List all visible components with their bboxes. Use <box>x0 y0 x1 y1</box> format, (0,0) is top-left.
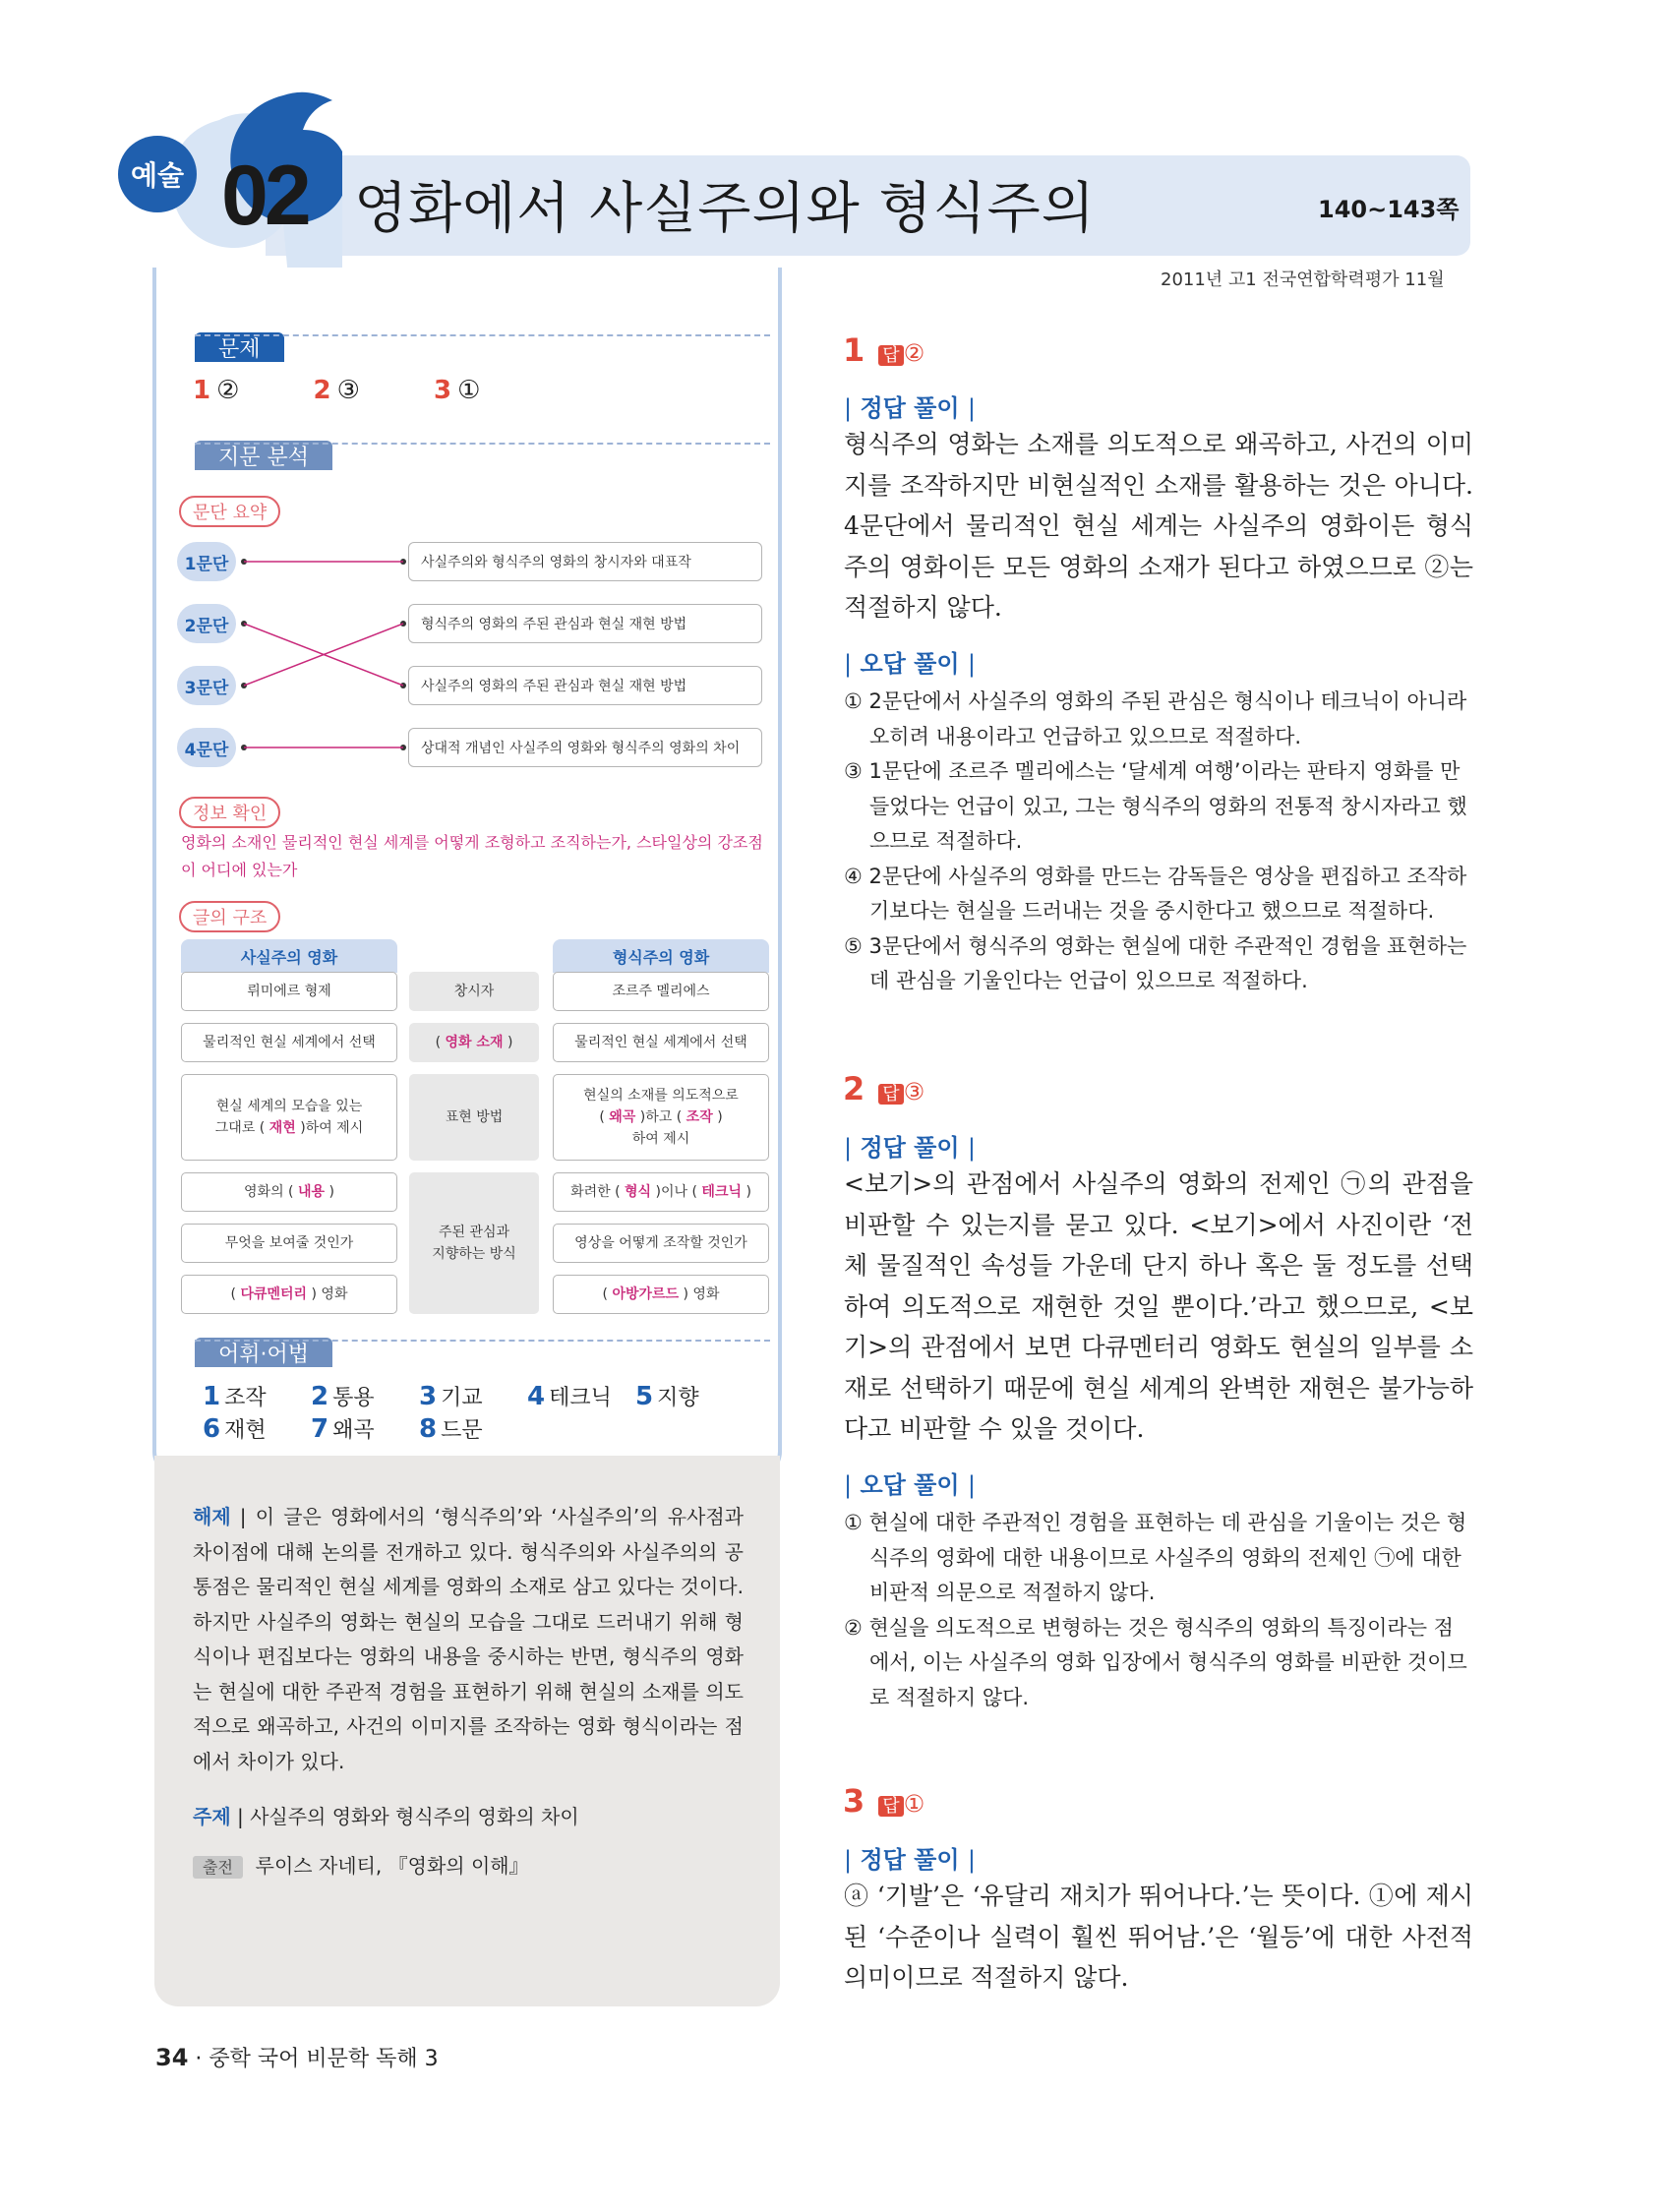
q3-correct-text: ⓐ ‘기발’은 ‘유달리 재치가 뛰어나다.’는 뜻이다. ①에 제시된 ‘수준이나 실력이 훨씬 뛰어남.’은 ‘월등’에 대한 사전적 의미이므로 적절하지 않다. <box>844 1882 1473 1992</box>
q2-heading: 2 답 ③ <box>843 1070 925 1107</box>
formalism-header: 형식주의 영화 <box>553 939 769 973</box>
realism-founder: 뤼미에르 형제 <box>181 972 397 1011</box>
exam-source: 2011년 고1 전국연합학력평가 11월 <box>1161 269 1445 290</box>
list-item: ① 2문단에서 사실주의 영화의 주된 관심은 형식이나 테크닉이 아니라 오히려 내용이라고 언급하고 있으므로 적절하다. <box>844 689 1467 748</box>
realism-question: 무엇을 보여줄 것인가 <box>181 1224 397 1263</box>
q1-correct-heading: | 정답 풀이 | <box>844 394 976 422</box>
formalism-question: 영상을 어떻게 조작할 것인가 <box>553 1224 769 1263</box>
list-item: ③ 1문단에 조르주 멜리에스는 ‘달세계 여행’이라는 판타지 영화를 만들었다는 언급이 있고, 그는 형식주의 영화의 전통적 창시자라고 했으므로 적절하다. <box>844 759 1467 853</box>
realism-genre: ( 다큐멘터리 ) 영화 <box>181 1275 397 1314</box>
list-item: ① 현실에 대한 주관적인 경험을 표현하는 데 관심을 기울이는 것은 형식주의 영화에 대한 내용이므로 사실주의 영화의 전제인 ㉠에 대한 비판적 의문으로 적절하지 않다. <box>844 1511 1467 1604</box>
chuljeon-line: 출전 루이스 자네티, 『영화의 이해』 <box>193 1849 744 1885</box>
pill-summary: 문단 요약 <box>179 496 280 527</box>
list-item: ⑤ 3문단에서 형식주의 영화는 현실에 대한 주관적인 경험을 표현하는 데 관심을 기울인다는 언급이 있으므로 적절하다. <box>844 933 1467 992</box>
vocab-item: 4 테크닉 <box>527 1382 612 1411</box>
pill-structure: 글의 구조 <box>179 901 280 932</box>
list-item: ② 현실을 의도적으로 변형하는 것은 형식주의 영화의 특징이라는 점에서, 이는 사실주의 영화 입장에서 형식주의 영화를 비판한 것이므로 적절하지 않다. <box>844 1615 1467 1709</box>
page-title: 영화에서 사실주의와 형식주의 <box>354 177 1096 241</box>
q1-heading: 1 답 ② <box>843 331 925 369</box>
juje-line: 주제 | 사실주의 영화와 형식주의 영화의 차이 <box>193 1805 579 1828</box>
q2-correct-text: <보기>의 관점에서 사실주의 영화의 전제인 ㉠의 관점을 비판할 수 있는지를 묻고 있다. <보기>에서 사진이란 ‘전체 물질적인 속성들 가운데 단지 하나 혹은 둘 정도를 선택하여 의도적으로 재현한 것일 뿐이다.’라고 했으므로, <보기>의 관점에서 보면 다큐멘터리 영화도 현실의 일부를 소재로 선택하기 때문에 현실 세계의 완벽한 재현은 불가능하다고 비판할 수 있을 것이다. <box>844 1169 1473 1443</box>
formalism-method: 현실의 소재를 의도적으로 ( 왜곡 )하고 ( 조작 ) 하여 제시 <box>553 1074 769 1161</box>
list-item: ④ 2문단에 사실주의 영화를 만드는 감독들은 영상을 편집하고 조작하기보다는 현실을 드러내는 것을 중시한다고 했으므로 적절하다. <box>844 864 1467 923</box>
pill-info: 정보 확인 <box>179 797 280 828</box>
divider <box>195 443 770 445</box>
vocab-list <box>203 1381 753 1444</box>
row-focus-label: 주된 관심과 지향하는 방식 <box>409 1172 539 1314</box>
vocab-item: 6 재현 <box>203 1414 267 1444</box>
q1-wrong-list <box>844 685 1473 999</box>
summary-box: 형식주의 영화의 주된 관심과 현실 재현 방법 <box>408 604 762 643</box>
row-material-label: ( 영화 소재 ) <box>409 1023 539 1062</box>
answer-item: 2 ③ <box>313 376 360 405</box>
summary-box: 사실주의와 형식주의 영화의 창시자와 대표작 <box>408 542 762 581</box>
formalism-material: 물리적인 현실 세계에서 선택 <box>553 1023 769 1062</box>
tab-vocab: 어휘·어법 <box>195 1338 332 1367</box>
paragraph-1-label: 1문단 <box>177 542 236 581</box>
paragraph-4-label: 4문단 <box>177 728 236 767</box>
q2-wrong-heading: | 오답 풀이 | <box>844 1471 976 1499</box>
vocab-item: 2 통용 <box>311 1382 375 1411</box>
q2-correct-heading: | 정답 풀이 | <box>844 1134 976 1162</box>
q3-heading: 3 답 ① <box>843 1782 925 1820</box>
realism-material: 물리적인 현실 세계에서 선택 <box>181 1023 397 1062</box>
paragraph-2-label: 2문단 <box>177 604 236 643</box>
realism-focus: 영화의 ( 내용 ) <box>181 1172 397 1212</box>
realism-method: 현실 세계의 모습을 있는 그대로 ( 재현 )하여 제시 <box>181 1074 397 1161</box>
book-title: 중학 국어 비문학 독해 3 <box>209 2047 439 2071</box>
page-footer: 34 · 중학 국어 비문학 독해 3 <box>155 2044 439 2071</box>
answer-item: 1 ② <box>193 376 240 405</box>
vocab-item: 8 드문 <box>419 1414 483 1444</box>
answer-list <box>193 376 480 405</box>
vocab-item: 3 기교 <box>419 1382 483 1411</box>
vocab-item: 5 지향 <box>635 1382 699 1411</box>
q2-wrong-list <box>844 1506 1473 1715</box>
row-method-label: 표현 방법 <box>409 1074 539 1161</box>
page-range: 140~143쪽 <box>1318 196 1460 223</box>
info-text: 영화의 소재인 물리적인 현실 세계를 어떻게 조형하고 조직하는가, 스타일상의 강조점이 어디에 있는가 <box>181 833 763 879</box>
vocab-item: 7 왜곡 <box>311 1414 375 1444</box>
haeje-paragraph: 해제 | 이 글은 영화에서의 ‘형식주의’와 ‘사실주의’의 유사점과 차이점에 대해 논의를 전개하고 있다. 형식주의와 사실주의의 공통점은 물리적인 현실 세계를 영화의 소재로 삼고 있다는 것이다. 하지만 사실주의 영화는 현실의 모습을 그대로 드러내기 위해 형식이나 편집보다는 영화의 내용을 중시하는 반면, 형식주의 영화는 현실에 대한 주관적 경험을 표현하기 위해 현실의 소재를 의도적으로 왜곡하고, 사건의 이미지를 조작하는 영화 형식이라는 점에서 차이가 있다. <box>193 1505 745 1773</box>
q1-correct-text: 형식주의 영화는 소재를 의도적으로 왜곡하고, 사건의 이미지를 조작하지만 비현실적인 소재를 활용하는 것은 아니다. 4문단에서 물리적인 현실 세계는 사실주의 영화이든 형식주의 영화이든 모든 영화의 소재가 된다고 하였으므로 ②는 적절하지 않다. <box>844 430 1473 622</box>
divider <box>195 1340 770 1342</box>
paragraph-3-label: 3문단 <box>177 666 236 705</box>
row-founder-label: 창시자 <box>409 972 539 1011</box>
answer-item: 3 ① <box>434 376 481 405</box>
realism-header: 사실주의 영화 <box>181 939 397 973</box>
tab-problem: 문제 <box>195 332 284 362</box>
vocab-item: 1 조작 <box>203 1382 267 1411</box>
subject-badge: 예술 <box>118 136 197 212</box>
summary-box: 사실주의 영화의 주된 관심과 현실 재현 방법 <box>408 666 762 705</box>
formalism-founder: 조르주 멜리에스 <box>553 972 769 1011</box>
formalism-genre: ( 아방가르드 ) 영화 <box>553 1275 769 1314</box>
summary-box: 상대적 개념인 사실주의 영화와 형식주의 영화의 차이 <box>408 728 762 767</box>
tab-analysis: 지문 분석 <box>195 441 332 470</box>
divider <box>195 334 770 336</box>
q3-correct-heading: | 정답 풀이 | <box>844 1846 976 1874</box>
formalism-focus: 화려한 ( 형식 )이나 ( 테크닉 ) <box>553 1172 769 1212</box>
unit-number: 02 <box>221 149 308 243</box>
q1-wrong-heading: | 오답 풀이 | <box>844 650 976 678</box>
matching-lines <box>236 541 413 777</box>
page-number: 34 <box>155 2044 189 2071</box>
